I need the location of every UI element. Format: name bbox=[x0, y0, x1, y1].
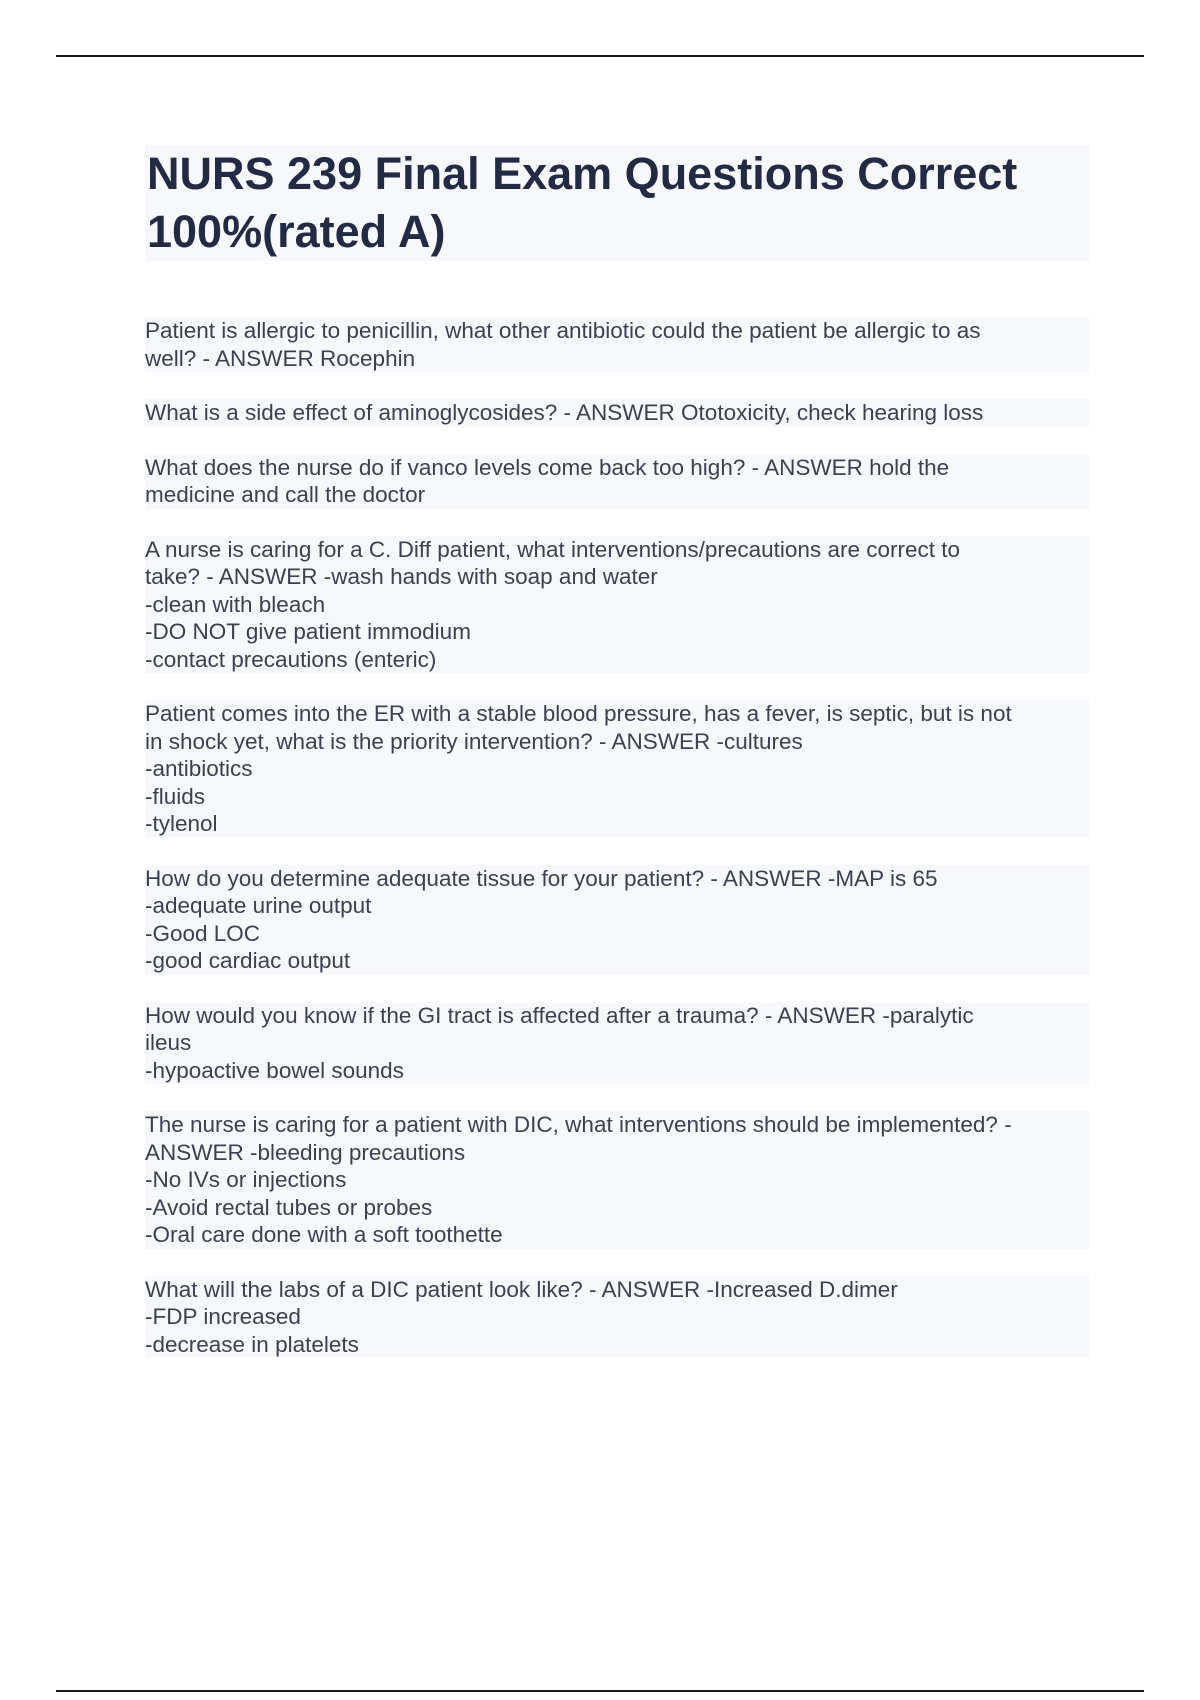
qa-answer-line bbox=[145, 345, 1089, 373]
qa-line-text: in shock yet, what is the priority intervention? - ANSWER -cultures bbox=[145, 728, 803, 754]
bottom-divider bbox=[56, 1690, 1144, 1692]
qa-answer-line bbox=[145, 1303, 1089, 1331]
qa-line-text: The nurse is caring for a patient with DIC, what interventions should be implemented? - bbox=[145, 1112, 1012, 1137]
qa-answer-line bbox=[145, 646, 1089, 674]
qa-item bbox=[145, 1276, 1089, 1359]
qa-answer-line bbox=[145, 892, 1089, 920]
qa-line-text: -Oral care done with a soft toothette bbox=[145, 1222, 503, 1247]
qa-line-text: medicine and call the doctor bbox=[145, 482, 426, 507]
qa-line-text: How would you know if the GI tract is affected after a trauma? - ANSWER -paralytic bbox=[145, 1002, 974, 1028]
qa-line-text: -FDP increased bbox=[145, 1304, 301, 1329]
qa-line-text: -good cardiac output bbox=[145, 948, 351, 973]
top-divider bbox=[56, 55, 1144, 57]
qa-line-text: A nurse is caring for a C. Diff patient, what interventions/precautions are correct to bbox=[145, 536, 960, 562]
qa-line-text: What does the nurse do if vanco levels come back too high? - ANSWER hold the bbox=[145, 454, 950, 480]
qa-question-line bbox=[145, 399, 1089, 427]
document-title: NURS 239 Final Exam Questions Correct 100%(rated A) bbox=[145, 145, 1089, 261]
qa-line-text: -Good LOC bbox=[145, 920, 261, 946]
qa-item bbox=[145, 865, 1089, 975]
qa-line-text: -tylenol bbox=[145, 811, 218, 836]
qa-answer-line bbox=[145, 618, 1089, 646]
qa-answer-line bbox=[145, 591, 1089, 619]
qa-answer-line bbox=[145, 1029, 1089, 1057]
qa-answer-line bbox=[145, 920, 1089, 948]
qa-answer-line bbox=[145, 1057, 1089, 1085]
qa-question-line bbox=[145, 700, 1089, 728]
qa-answer-line bbox=[145, 1331, 1089, 1359]
qa-item bbox=[145, 536, 1089, 674]
qa-item bbox=[145, 1002, 1089, 1085]
qa-line-text: ileus bbox=[145, 1030, 192, 1055]
qa-line-text: -clean with bleach bbox=[145, 591, 326, 617]
qa-answer-line bbox=[145, 1166, 1089, 1194]
qa-question-line bbox=[145, 865, 1089, 893]
qa-answer-line bbox=[145, 563, 1089, 591]
qa-line-text: -fluids bbox=[145, 783, 206, 809]
qa-answer-line bbox=[145, 783, 1089, 811]
qa-question-line bbox=[145, 1002, 1089, 1030]
qa-line-text: -DO NOT give patient immodium bbox=[145, 619, 471, 644]
qa-question-line bbox=[145, 1111, 1089, 1139]
qa-item bbox=[145, 700, 1089, 838]
qa-line-text: ANSWER -bleeding precautions bbox=[145, 1139, 466, 1165]
qa-answer-line bbox=[145, 481, 1089, 509]
qa-line-text: -adequate urine output bbox=[145, 893, 372, 918]
qa-line-text: take? - ANSWER -wash hands with soap and water bbox=[145, 564, 658, 589]
qa-answer-line bbox=[145, 1221, 1089, 1249]
qa-question-line bbox=[145, 536, 1089, 564]
qa-list bbox=[145, 317, 1089, 1358]
qa-question-line bbox=[145, 317, 1089, 345]
qa-answer-line bbox=[145, 947, 1089, 975]
qa-line-text: -decrease in platelets bbox=[145, 1331, 359, 1357]
qa-line-text: -hypoactive bowel sounds bbox=[145, 1057, 404, 1083]
qa-line-text: Patient is allergic to penicillin, what other antibiotic could the patient be allergic to as bbox=[145, 318, 981, 343]
qa-line-text: Patient comes into the ER with a stable blood pressure, has a fever, is septic, but is not bbox=[145, 701, 1012, 726]
qa-question-line bbox=[145, 1276, 1089, 1304]
document-body bbox=[145, 145, 1089, 1385]
qa-line-text: What is a side effect of aminoglycosides? - ANSWER Ototoxicity, check hearing loss bbox=[145, 400, 984, 425]
qa-item bbox=[145, 317, 1089, 372]
qa-answer-line bbox=[145, 728, 1089, 756]
qa-line-text: well? - ANSWER Rocephin bbox=[145, 345, 416, 371]
qa-line-text: How do you determine adequate tissue for your patient? - ANSWER -MAP is 65 bbox=[145, 865, 938, 891]
qa-item bbox=[145, 1111, 1089, 1249]
qa-answer-line bbox=[145, 1194, 1089, 1222]
qa-answer-line bbox=[145, 1139, 1089, 1167]
qa-answer-line bbox=[145, 755, 1089, 783]
qa-question-line bbox=[145, 454, 1089, 482]
qa-line-text: What will the labs of a DIC patient look like? - ANSWER -Increased D.dimer bbox=[145, 1276, 898, 1302]
qa-line-text: -antibiotics bbox=[145, 756, 253, 781]
qa-item bbox=[145, 399, 1089, 427]
qa-line-text: -No IVs or injections bbox=[145, 1167, 347, 1192]
qa-item bbox=[145, 454, 1089, 509]
qa-answer-line bbox=[145, 810, 1089, 838]
qa-line-text: -contact precautions (enteric) bbox=[145, 646, 437, 672]
qa-line-text: -Avoid rectal tubes or probes bbox=[145, 1194, 433, 1220]
